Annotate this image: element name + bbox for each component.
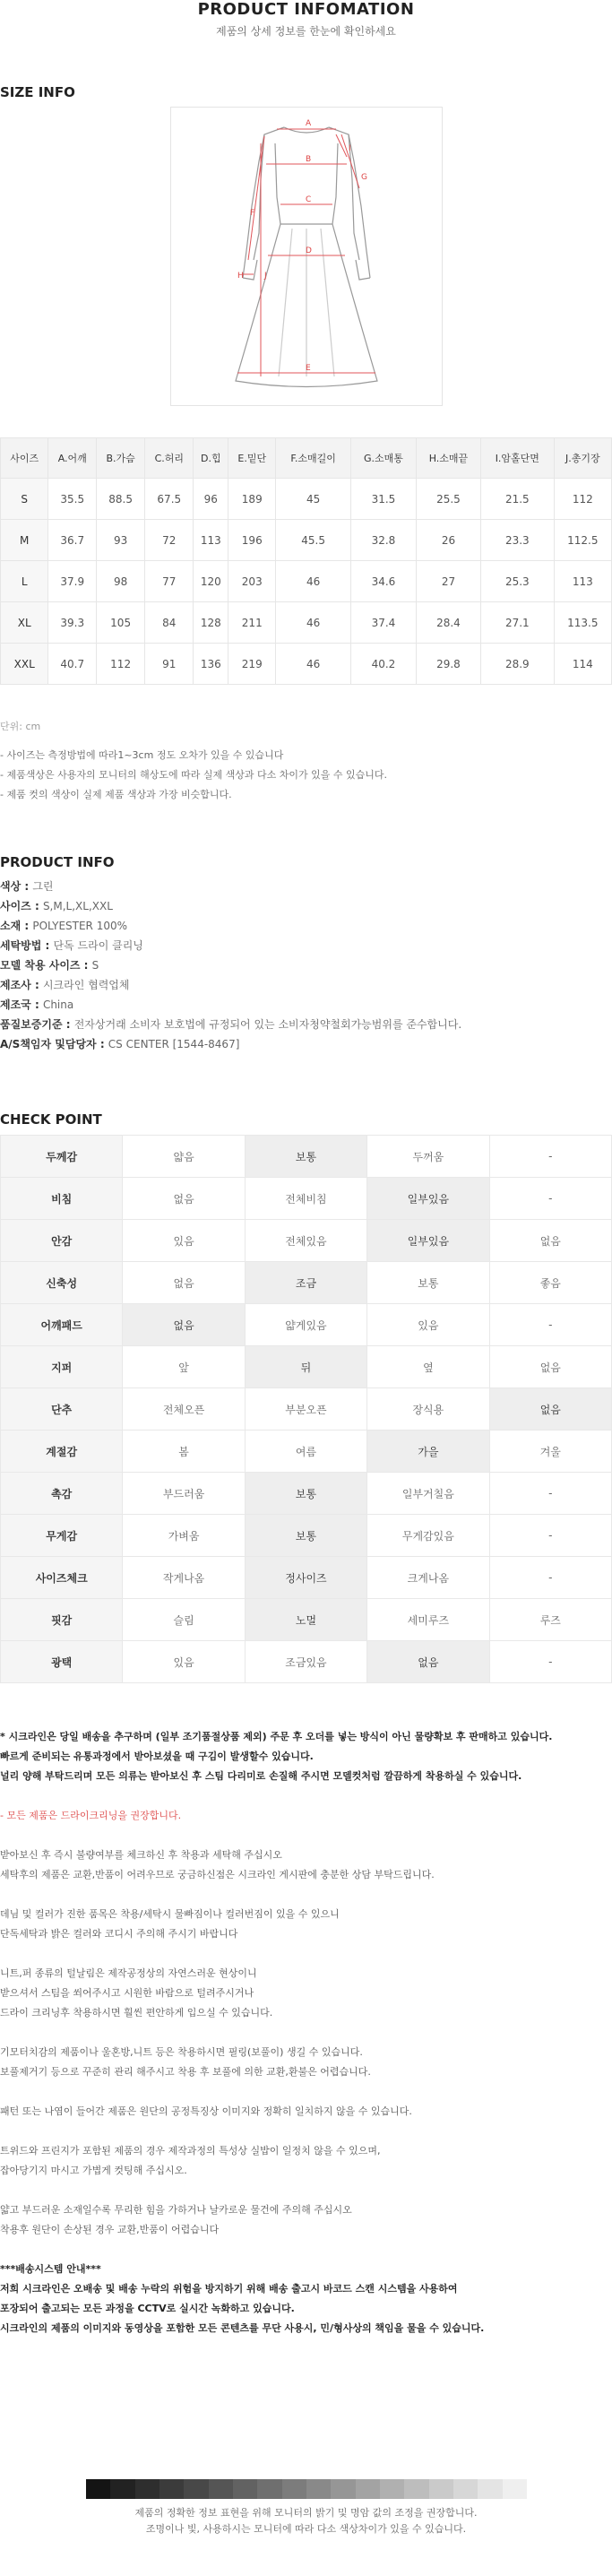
gradient-swatch [429,2479,453,2499]
product-info-item [0,975,461,995]
check-label: 단추 [1,1388,123,1431]
label-e: E [306,364,311,373]
check-row [1,1304,612,1346]
check-option: 두꺼움 [367,1136,489,1178]
column-header: D.힙 [194,438,228,479]
page-subtitle: 제품의 상세 정보를 한눈에 확인하세요 [216,25,396,38]
size-cell: 112 [554,479,611,520]
check-option: 전체있음 [245,1220,366,1262]
footer-line-1: 제품의 정확한 정보 표현을 위해 모니터의 밝기 및 명암 값의 조정을 권장합니다. [134,2507,478,2519]
check-option: 여름 [245,1431,366,1473]
check-option-selected: 보통 [245,1473,366,1515]
notice-line: 세탁후의 제품은 교환,반품이 어려우므로 궁금하신점은 시크라인 게시판에 충분한 상담 부탁드립니다. [0,1869,435,1880]
gradient-swatch [380,2479,404,2499]
size-cell: 113 [554,561,611,602]
check-option: 크게나옴 [367,1557,489,1599]
gradient-swatch [86,2479,110,2499]
size-cell: 112.5 [554,520,611,561]
size-label: XXL [1,644,48,685]
size-row [1,602,612,644]
note-line: - 사이즈는 측정방법에 따라1~3cm 정도 오차가 있을 수 있습니다 [0,749,284,761]
column-header: C.허리 [145,438,194,479]
size-cell: 196 [228,520,276,561]
check-option-selected: 일부있음 [367,1220,489,1262]
product-info-value: 단독 드라이 클리닝 [53,939,143,952]
check-option: - [489,1557,611,1599]
size-info-heading: SIZE INFO [0,84,75,100]
check-point-heading: CHECK POINT [0,1111,102,1128]
product-info-label: 세탁방법 : [0,939,54,952]
check-option: 전체오픈 [123,1388,245,1431]
size-cell: 219 [228,644,276,685]
size-cell: 35.5 [48,479,97,520]
check-option: 있음 [367,1304,489,1346]
column-header: E.밑단 [228,438,276,479]
gradient-swatch [453,2479,478,2499]
check-label: 계절감 [1,1431,123,1473]
gradient-swatch [110,2479,134,2499]
notice-line: 데님 및 컬러가 진한 품목은 착용/세탁시 물빠짐이나 컬러번짐이 있을 수 있으니 [0,1908,340,1920]
check-row [1,1557,612,1599]
notice-red-line: - 모든 제품은 드라이크리닝을 권장합니다. [0,1810,182,1821]
gradient-swatch [478,2479,502,2499]
label-h: H [237,272,244,281]
product-info-item [0,955,461,975]
notice-line: 잡아당기지 마시고 가볍게 컷팅해 주십시오. [0,2165,187,2176]
size-cell: 45 [276,479,351,520]
label-c: C [306,195,312,204]
size-cell: 40.7 [48,644,97,685]
size-table-header [1,438,612,479]
shipping-line: 시크라인의 제품의 이미지와 동영상을 포함한 모든 콘텐츠를 무단 사용시, 민/형사상의 책임을 물을 수 있습니다. [0,2322,485,2334]
size-cell: 203 [228,561,276,602]
size-cell: 67.5 [145,479,194,520]
footer-line-2: 조명이나 빛, 사용하시는 모니터에 따라 다소 색상차이가 있을 수 있습니다. [145,2523,467,2535]
gradient-swatch [159,2479,184,2499]
column-header: H.소매끝 [416,438,480,479]
check-option: 부분오픈 [245,1388,366,1431]
check-option: 보통 [367,1262,489,1304]
monitor-gradient-bar [86,2479,527,2499]
check-option-selected: 뒤 [245,1346,366,1388]
check-option-selected: 없음 [367,1641,489,1683]
size-cell: 39.3 [48,602,97,644]
check-row [1,1431,612,1473]
product-info-value: S [91,959,99,972]
gradient-swatch [233,2479,257,2499]
check-option-selected: 정사이즈 [245,1557,366,1599]
check-option-selected: 보통 [245,1136,366,1178]
size-cell: 46 [276,644,351,685]
product-info-item [0,1015,461,1034]
product-info-value: 그린 [32,880,54,893]
check-row [1,1599,612,1641]
size-cell: 105 [97,602,145,644]
check-label: 촉감 [1,1473,123,1515]
product-info-label: 색상 : [0,880,33,893]
product-info-value: CS CENTER [1544-8467] [108,1038,240,1050]
size-cell: 45.5 [276,520,351,561]
check-option: 앞 [123,1346,245,1388]
size-cell: 27.1 [481,602,555,644]
notice-line: 착용후 원단이 손상된 경우 교환,반품이 어렵습니다 [0,2224,220,2235]
size-cell: 72 [145,520,194,561]
check-label: 지퍼 [1,1346,123,1388]
gradient-swatch [257,2479,281,2499]
gradient-swatch [184,2479,208,2499]
check-option: 얇게있음 [245,1304,366,1346]
product-info-value: 시크라인 협력업체 [42,979,130,991]
label-i: I [349,144,351,153]
check-row [1,1473,612,1515]
product-info-heading: PRODUCT INFO [0,854,115,870]
product-info-label: 소재 : [0,920,33,932]
size-cell: 40.2 [350,644,416,685]
check-row [1,1136,612,1178]
gradient-swatch [282,2479,306,2499]
size-cell: 36.7 [48,520,97,561]
product-info-item [0,916,461,936]
size-cell: 114 [554,644,611,685]
gradient-swatch [503,2479,527,2499]
size-table [0,437,612,685]
product-info-item [0,896,461,916]
column-header: F.소매길이 [276,438,351,479]
product-info-value: China [42,998,74,1011]
notice-line: 단독세탁과 밝은 컬러와 코디시 주의해 주시기 바랍니다 [0,1928,238,1940]
notice-line: 패턴 또는 나염이 들어간 제품은 원단의 공정특징상 이미지와 정확히 일치하지 않을 수 있습니다. [0,2105,412,2117]
check-row [1,1178,612,1220]
check-point-table [0,1135,612,1683]
size-cell: 98 [97,561,145,602]
size-cell: 26 [416,520,480,561]
column-header: G.소매통 [350,438,416,479]
check-option: - [489,1641,611,1683]
notice-line: 드라이 크리닝후 착용하시면 훨씬 편안하게 입으실 수 있습니다. [0,2007,273,2018]
check-row [1,1346,612,1388]
gradient-swatch [404,2479,428,2499]
check-option-selected: 없음 [489,1388,611,1431]
shipping-line: 포장되어 출고되는 모든 과정을 CCTV로 실시간 녹화하고 있습니다. [0,2303,295,2314]
size-cell: 34.6 [350,561,416,602]
size-cell: 25.5 [416,479,480,520]
notice-line: 기모터치감의 제품이나 울혼방,니트 등은 착용하시면 필링(보풀이) 생길 수 있습니다. [0,2046,363,2058]
size-cell: 46 [276,602,351,644]
label-a: A [306,119,312,128]
label-g: G [361,173,367,182]
notice-bold-line: 빠르게 준비되는 유통과정에서 받아보셨을 때 구김이 발생할수 있습니다. [0,1750,314,1762]
size-cell: 28.9 [481,644,555,685]
notice-section [0,1727,612,2338]
check-row [1,1641,612,1683]
label-j: J [264,272,267,281]
notice-line: 받아보신 후 즉시 불량여부를 체크하신 후 착용과 세탁해 주십시오 [0,1849,282,1861]
check-option: 없음 [123,1262,245,1304]
check-option: - [489,1515,611,1557]
product-info-item [0,877,461,896]
column-header: 사이즈 [1,438,48,479]
product-info-label: 사이즈 : [0,900,43,912]
check-option: 무게감있음 [367,1515,489,1557]
check-option: 없음 [123,1178,245,1220]
check-option: 겨울 [489,1431,611,1473]
check-option-selected: 보통 [245,1515,366,1557]
product-info-value: POLYESTER 100% [32,920,128,932]
notice-line: 트위드와 프린지가 포함된 제품의 경우 제작과정의 특성상 실밥이 일정치 않을 수 있으며, [0,2145,381,2157]
check-option-selected: 조금 [245,1262,366,1304]
size-row [1,561,612,602]
page-title: PRODUCT INFOMATION [197,0,415,19]
check-label: 무게감 [1,1515,123,1557]
size-cell: 37.9 [48,561,97,602]
product-info-item [0,995,461,1015]
check-label: 사이즈체크 [1,1557,123,1599]
product-info-item [0,936,461,955]
size-cell: 93 [97,520,145,561]
check-option: - [489,1473,611,1515]
check-label: 두께감 [1,1136,123,1178]
gradient-swatch [331,2479,355,2499]
size-cell: 211 [228,602,276,644]
product-info-label: 제조국 : [0,998,43,1011]
size-cell: 91 [145,644,194,685]
unit-label: 단위: cm [0,721,41,732]
check-row [1,1388,612,1431]
size-row [1,520,612,561]
check-option: 좋음 [489,1262,611,1304]
notice-line: 받으셔서 스팀을 쐬어주시고 시원한 바람으로 털려주시거나 [0,1987,254,1999]
size-cell: 31.5 [350,479,416,520]
check-option-selected: 없음 [123,1304,245,1346]
gradient-swatch [306,2479,331,2499]
product-info-list [0,877,461,1054]
check-row [1,1220,612,1262]
notice-bold-line: * 시크라인은 당일 배송을 추구하며 (일부 조기품절상품 제외) 주문 후 오더를 넣는 방식이 아닌 물량확보 후 판매하고 있습니다. [0,1731,553,1742]
size-cell: 136 [194,644,228,685]
dress-illustration [171,108,442,405]
check-option: 없음 [489,1346,611,1388]
size-row [1,479,612,520]
check-option: 일부거칠음 [367,1473,489,1515]
check-row [1,1262,612,1304]
check-option-selected: 일부있음 [367,1178,489,1220]
size-label: S [1,479,48,520]
check-option: 장식용 [367,1388,489,1431]
check-option: 작게나옴 [123,1557,245,1599]
size-cell: 28.4 [416,602,480,644]
notice-bold-line: 널리 양해 부탁드리며 모든 의류는 받아보신 후 스팀 다리미로 손질해 주시면 모델컷처럼 깔끔하게 착용하실 수 있습니다. [0,1770,522,1782]
shipping-line: 저희 시크라인은 오배송 및 배송 누락의 위험을 방지하기 위해 배송 출고시 바코드 스캔 시스템을 사용하여 [0,2283,458,2295]
gradient-swatch [209,2479,233,2499]
size-cell: 25.3 [481,561,555,602]
label-f: F [250,209,255,218]
product-info-label: A/S책임자 및담당자 : [0,1038,108,1050]
check-option: 가벼움 [123,1515,245,1557]
size-cell: 32.8 [350,520,416,561]
check-option: 있음 [123,1220,245,1262]
gradient-swatch [356,2479,380,2499]
size-label: L [1,561,48,602]
check-label: 핏감 [1,1599,123,1641]
check-option: 세미루즈 [367,1599,489,1641]
product-info-label: 품질보증기준 : [0,1018,74,1031]
column-header: J.총기장 [554,438,611,479]
size-label: M [1,520,48,561]
size-cell: 113.5 [554,602,611,644]
check-option: 조금있음 [245,1641,366,1683]
notice-line: 보풀제거기 등으로 꾸준히 관리 해주시고 착용 후 보풀에 의한 교환,환불은 어렵습니다. [0,2066,371,2078]
size-cell: 84 [145,602,194,644]
check-label: 광택 [1,1641,123,1683]
check-option: 슬림 [123,1599,245,1641]
size-cell: 27 [416,561,480,602]
size-cell: 88.5 [97,479,145,520]
check-label: 안감 [1,1220,123,1262]
check-label: 비침 [1,1178,123,1220]
check-option: - [489,1304,611,1346]
size-row [1,644,612,685]
notice-line: 얇고 부드러운 소재일수록 무리한 힘을 가하거나 날카로운 물건에 주의해 주십시오 [0,2204,352,2216]
size-cell: 21.5 [481,479,555,520]
size-cell: 29.8 [416,644,480,685]
size-cell: 189 [228,479,276,520]
shipping-line: ***배송시스템 안내*** [0,2263,101,2275]
check-option: 부드러움 [123,1473,245,1515]
check-option: 옆 [367,1346,489,1388]
product-info-label: 모델 착용 사이즈 : [0,959,92,972]
product-info-item [0,1034,461,1054]
check-option: 봄 [123,1431,245,1473]
size-diagram [170,107,443,406]
check-option: - [489,1178,611,1220]
check-option: 없음 [489,1220,611,1262]
check-option-selected: 노멀 [245,1599,366,1641]
check-option: 루즈 [489,1599,611,1641]
product-info-value: S,M,L,XL,XXL [42,900,113,912]
notice-line: 니트,퍼 종류의 털날림은 제작공정상의 자연스러운 현상이니 [0,1967,257,1979]
label-b: B [306,155,312,164]
check-option: - [489,1136,611,1178]
size-cell: 37.4 [350,602,416,644]
size-cell: 120 [194,561,228,602]
check-label: 어깨패드 [1,1304,123,1346]
size-cell: 46 [276,561,351,602]
check-label: 신축성 [1,1262,123,1304]
size-label: XL [1,602,48,644]
gradient-swatch [135,2479,159,2499]
size-cell: 113 [194,520,228,561]
column-header: A.어깨 [48,438,97,479]
size-cell: 77 [145,561,194,602]
column-header: I.암홀단면 [481,438,555,479]
product-info-value: 전자상거래 소비자 보호법에 규정되어 있는 소비자청약철회가능범위를 준수합니다. [73,1018,462,1031]
check-option: 전체비침 [245,1178,366,1220]
note-line: - 제품 컷의 색상이 실제 제품 색상과 가장 비슷합니다. [0,789,232,800]
size-cell: 23.3 [481,520,555,561]
size-notes [0,746,387,805]
check-row [1,1515,612,1557]
size-cell: 128 [194,602,228,644]
size-cell: 112 [97,644,145,685]
label-d: D [306,246,312,255]
size-cell: 96 [194,479,228,520]
check-option: 있음 [123,1641,245,1683]
product-info-label: 제조사 : [0,979,43,991]
check-option-selected: 가을 [367,1431,489,1473]
check-option: 얇음 [123,1136,245,1178]
note-line: - 제품색상은 사용자의 모니터의 해상도에 따라 실제 색상과 다소 차이가 있을 수 있습니다. [0,769,387,781]
column-header: B.가슴 [97,438,145,479]
